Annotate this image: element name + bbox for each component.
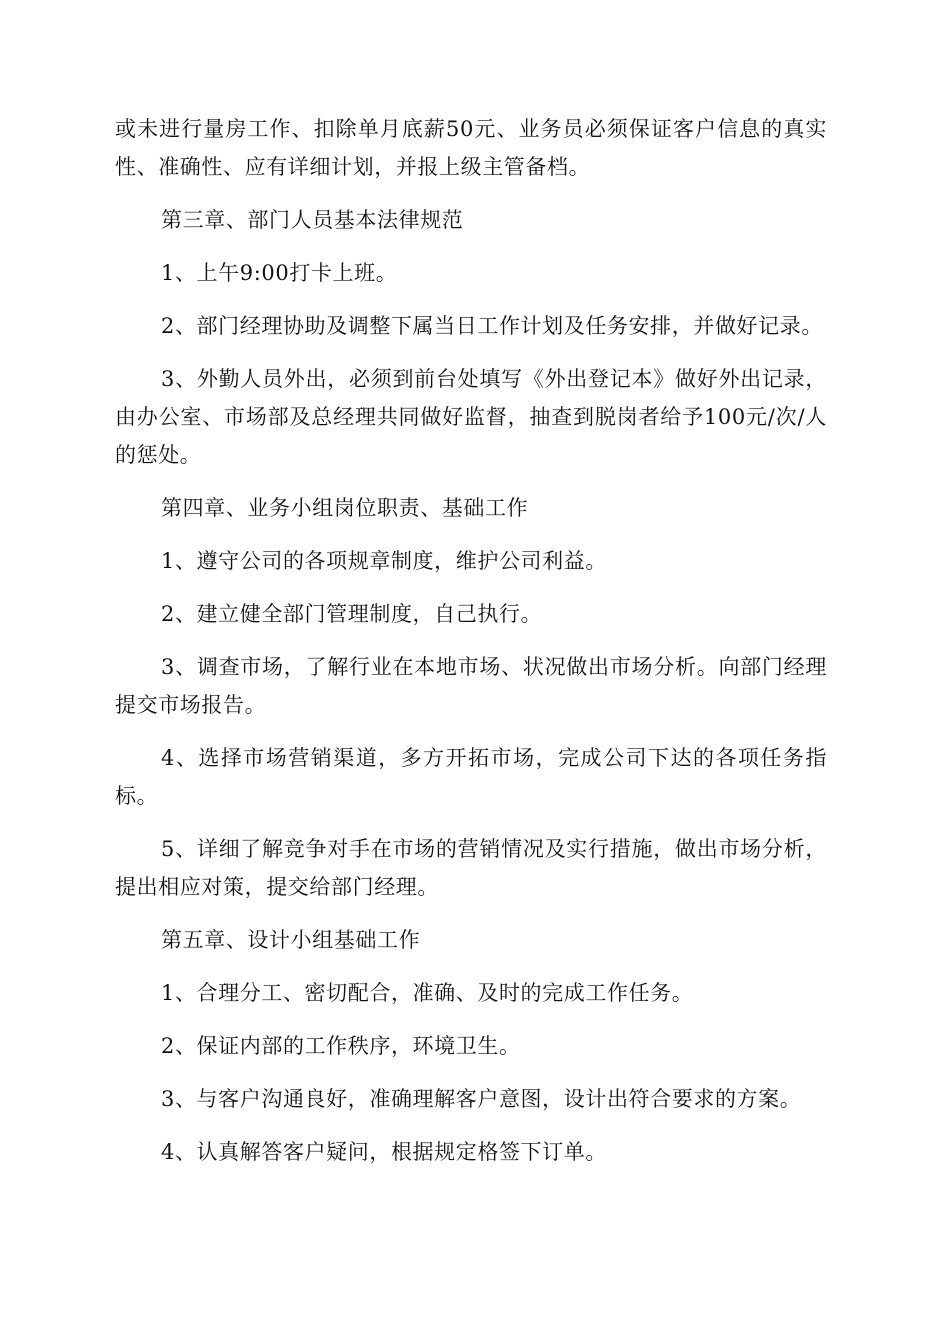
list-item: 1、合理分工、密切配合，准确、及时的完成工作任务。 — [161, 981, 694, 1005]
chapter-heading-3: 第三章、部门人员基本法律规范 — [161, 208, 464, 232]
chapter-heading-5: 第五章、设计小组基础工作 — [161, 928, 421, 952]
paragraph-continuation: 或未进行量房工作、扣除单月底薪50元、业务员必须保证客户信息的真实性、准确性、应有详细计划，并报上级主管备档。 — [115, 117, 827, 179]
list-item: 4、选择市场营销渠道，多方开拓市场，完成公司下达的各项任务指标。 — [115, 746, 827, 808]
list-item: 2、保证内部的工作秩序，环境卫生。 — [161, 1034, 521, 1058]
list-item: 5、详细了解竞争对手在市场的营销情况及实行措施，做出市场分析，提出相应对策，提交给部门经理。 — [115, 837, 827, 899]
document-body — [115, 110, 827, 1186]
list-item: 1、上午9:00打卡上班。 — [161, 261, 398, 285]
list-item: 3、外勤人员外出，必须到前台处填写《外出登记本》做好外出记录，由办公室、市场部及总经理共同做好监督，抽查到脱岗者给予100元/次/人的惩处。 — [115, 367, 827, 467]
list-item: 2、建立健全部门管理制度，自己执行。 — [161, 602, 543, 626]
list-item: 2、部门经理协助及调整下属当日工作计划及任务安排，并做好记录。 — [161, 314, 823, 338]
list-item: 1、遵守公司的各项规章制度，维护公司利益。 — [161, 549, 607, 573]
list-item: 4、认真解答客户疑问，根据规定格签下订单。 — [161, 1140, 607, 1164]
chapter-heading-4: 第四章、业务小组岗位职责、基础工作 — [161, 496, 529, 520]
list-item: 3、调查市场，了解行业在本地市场、状况做出市场分析。向部门经理提交市场报告。 — [115, 655, 827, 717]
list-item: 3、与客户沟通良好，准确理解客户意图，设计出符合要求的方案。 — [161, 1087, 802, 1111]
